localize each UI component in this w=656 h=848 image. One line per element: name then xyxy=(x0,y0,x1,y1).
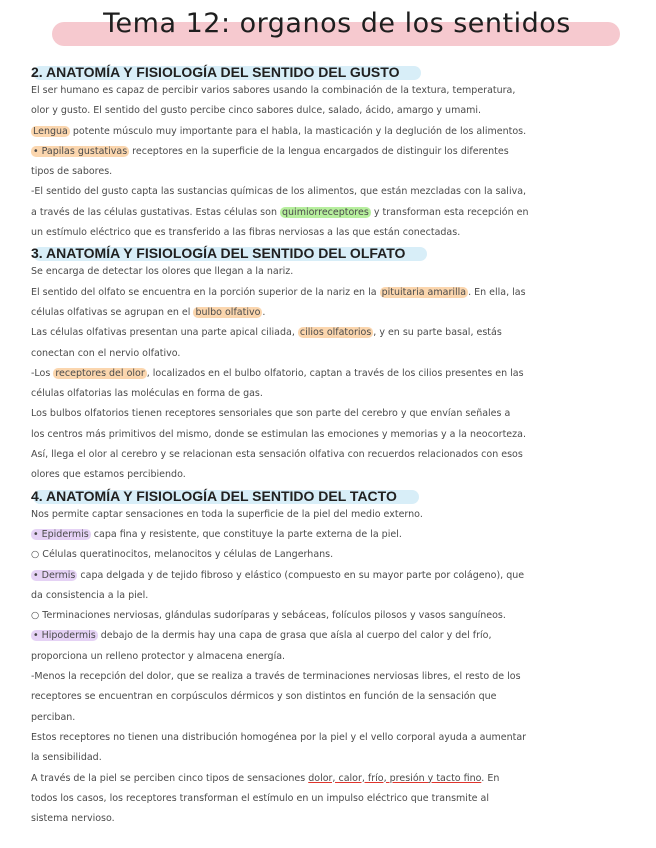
highlight-term: quimiorreceptores xyxy=(282,206,369,218)
highlight-term: cilios olfatorios xyxy=(299,327,372,339)
section-tacto xyxy=(31,486,631,830)
highlight-term: • Hipodermis xyxy=(33,630,96,642)
text-line: A través de la piel se perciben cinco tipos de sensaciones dolor, calor, frío, presión y tacto fino. En xyxy=(31,772,500,784)
text-line: células olfativas se agrupan en el bulbo olfativo . xyxy=(31,306,266,318)
text-line: ○ Terminaciones nerviosas, glándulas sudoríparas y sebáceas, folículos pilosos y vasos sanguíneos. xyxy=(31,610,506,622)
text-line: olores que estamos percibiendo. xyxy=(31,469,186,481)
text-line: células olfatorias las moléculas en forma de gas. xyxy=(31,388,263,400)
text-line: a través de las células gustativas. Estas células son quimiorreceptores y transforman esta recepción en xyxy=(31,206,529,218)
text-line: da consistencia a la piel. xyxy=(31,589,149,601)
section-heading: 3. ANATOMÍA Y FISIOLOGÍA DEL SENTIDO DEL OLFATO xyxy=(31,244,427,262)
text-line: todos los casos, los receptores transforman el estímulo en un impulso eléctrico que transmite al xyxy=(31,792,489,804)
text-line: los centros más primitivos del mismo, donde se estimulan las emociones y memorias y a la neocorteza. xyxy=(31,428,526,440)
text-line: perciban. xyxy=(31,711,76,723)
section-gusto xyxy=(31,62,631,243)
text-line: • Hipodermis debajo de la dermis hay una capa de grasa que aísla al cuerpo del calor y del frío, xyxy=(33,630,492,642)
text-line: tipos de sabores. xyxy=(31,166,113,178)
highlight-term: Lengua xyxy=(33,125,68,137)
notes-body xyxy=(31,62,631,829)
text-line: • Papilas gustativas receptores en la superficie de la lengua encargados de distinguir los diferentes xyxy=(33,145,509,157)
text-line: olor y gusto. El sentido del gusto percibe cinco sabores dulce, salado, ácido, amargo y umami. xyxy=(31,105,482,117)
title-block xyxy=(52,8,622,44)
text-line: Así, llega el olor al cerebro y se relacionan esta sensación olfativa con recuerdos relacionados con esos xyxy=(31,449,523,461)
section-heading: 4. ANATOMÍA Y FISIOLOGÍA DEL SENTIDO DEL TACTO xyxy=(31,487,419,505)
text-line: receptores se encuentran en corpúsculos dérmicos y son distintos en función de la sensación que xyxy=(31,691,497,703)
highlight-term: receptores del olor xyxy=(55,367,145,379)
text-line: Lengua potente músculo muy importante para el habla, la masticación y la deglución de los alimentos. xyxy=(33,125,527,137)
text-line: Se encarga de detectar los olores que llegan a la nariz. xyxy=(31,266,294,278)
text-line: la sensibilidad. xyxy=(31,752,102,764)
text-line: -El sentido del gusto capta las sustancias químicas de los alimentos, que están mezcladas con la saliva, xyxy=(31,186,527,198)
underlined-term: dolor, calor, frío, presión y tacto fino xyxy=(308,772,482,784)
section-olfato xyxy=(31,243,631,485)
highlight-term: pituitaria amarilla xyxy=(381,286,467,298)
text-line: conectan con el nervio olfativo. xyxy=(31,347,181,359)
highlight-term: • Dermis xyxy=(33,569,76,581)
highlight-term: • Papilas gustativas xyxy=(33,145,128,157)
text-line: • Dermis capa delgada y de tejido fibroso y elástico (compuesto en su mayor parte por colágeno), que xyxy=(33,569,525,581)
text-line: El ser humano es capaz de percibir varios sabores usando la combinación de la textura, temperatura, xyxy=(31,85,516,96)
text-line: • Epidermis capa fina y resistente, que constituye la parte externa de la piel. xyxy=(33,528,402,540)
highlight-term: bulbo olfativo xyxy=(195,306,261,318)
text-line: un estímulo eléctrico que es transferido a las fibras nerviosas a las que están conectadas. xyxy=(31,227,461,239)
text-line: El sentido del olfato se encuentra en la porción superior de la nariz en la pituitaria amarilla . En ella, las xyxy=(31,286,526,298)
text-line: sistema nervioso. xyxy=(31,813,115,825)
text-line: -Los receptores del olor , localizados en el bulbo olfatorio, captan a través de los cilios presentes en las xyxy=(31,367,524,379)
page-title: Tema 12: organos de los sentidos xyxy=(103,8,571,39)
text-line: Los bulbos olfatorios tienen receptores sensoriales que son parte del cerebro y que envían señales a xyxy=(31,408,511,420)
text-line: ○ Células queratinocitos, melanocitos y células de Langerhans. xyxy=(31,549,334,561)
section-heading: 2. ANATOMÍA Y FISIOLOGÍA DEL SENTIDO DEL GUSTO xyxy=(31,63,421,81)
text-line: Nos permite captar sensaciones en toda la superficie de la piel del medio externo. xyxy=(31,508,423,520)
text-line: -Menos la recepción del dolor, que se realiza a través de terminaciones nerviosas libres, el resto de los xyxy=(31,671,521,683)
text-line: Estos receptores no tienen una distribución homogénea por la piel y el vello corporal ayuda a aumentar xyxy=(31,731,527,743)
text-line: proporciona un relleno protector y almacena energía. xyxy=(31,650,286,662)
text-line: Las células olfativas presentan una parte apical ciliada, cilios olfatorios , y en su parte basal, estás xyxy=(31,327,502,339)
highlight-term: • Epidermis xyxy=(33,528,89,540)
